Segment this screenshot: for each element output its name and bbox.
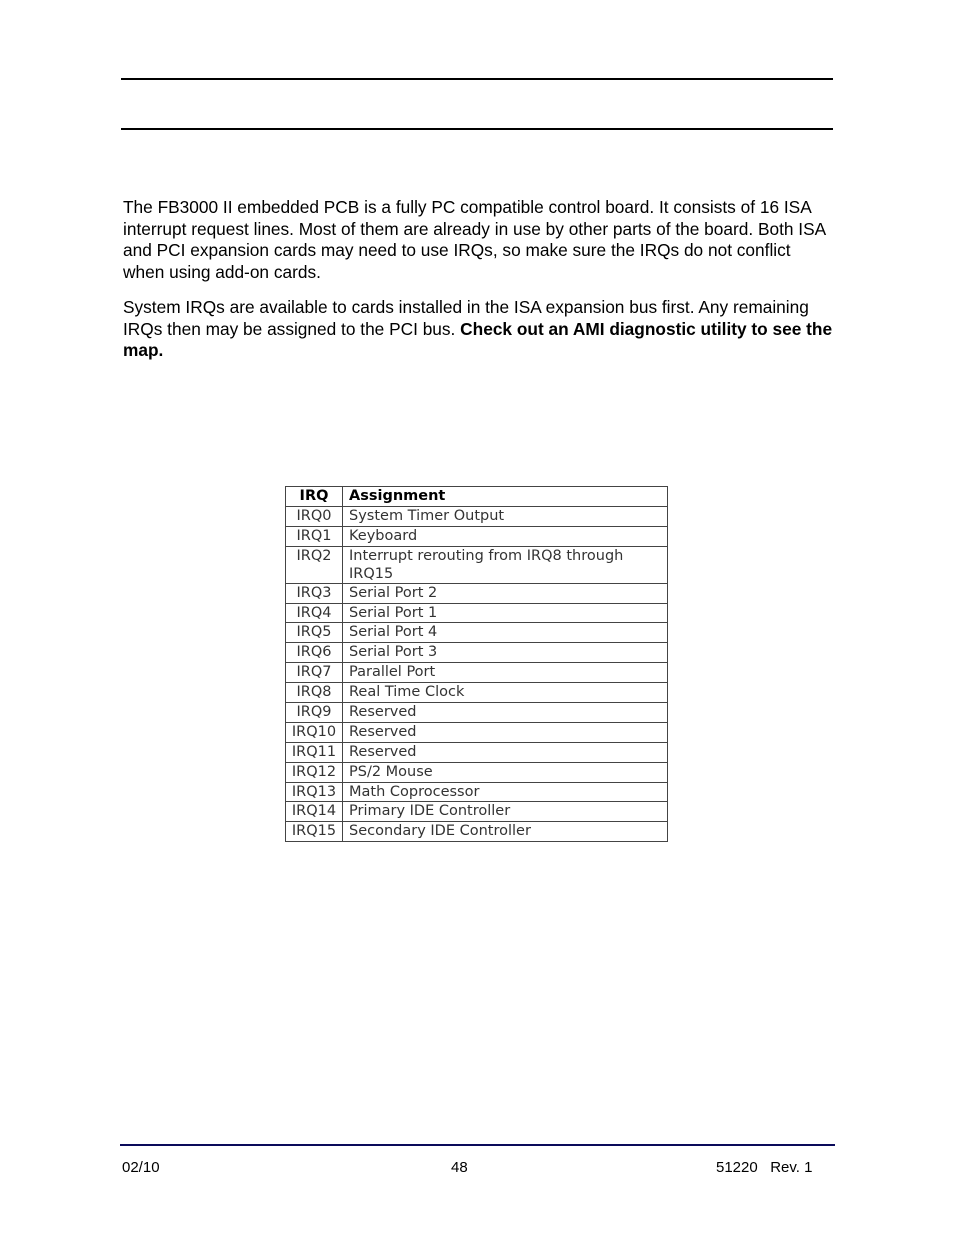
table-row [286,782,668,802]
footer-page-number: 48 [451,1159,468,1176]
table-row [286,722,668,742]
system-irq-text: System IRQs are available to cards installed in the ISA expansion bus first. Any remaining IRQs then may be assigned to the PCI bus. [123,297,809,339]
table-header-row [286,487,668,507]
assignment-cell: Serial Port 3 [343,643,668,663]
table-row [286,603,668,623]
irq-cell: IRQ7 [286,663,343,683]
table-row [286,623,668,643]
assignment-cell: Serial Port 2 [343,583,668,603]
irq-cell: IRQ8 [286,683,343,703]
table-row [286,742,668,762]
irq-cell: IRQ11 [286,742,343,762]
irq-cell: IRQ4 [286,603,343,623]
irq-cell: IRQ15 [286,822,343,842]
irq-column-header: IRQ [286,487,343,507]
table-row [286,526,668,546]
assignment-cell: Interrupt rerouting from IRQ8 through IRQ15 [343,546,668,583]
irq-cell: IRQ5 [286,623,343,643]
table-row [286,802,668,822]
table-row [286,663,668,683]
irq-cell: IRQ12 [286,762,343,782]
assignment-cell: Primary IDE Controller [343,802,668,822]
table-row [286,643,668,663]
system-irq-paragraph [123,297,833,362]
assignment-column-header: Assignment [343,487,668,507]
assignment-cell: Reserved [343,722,668,742]
irq-cell: IRQ2 [286,546,343,583]
header-rule-top [121,78,833,80]
table-row [286,822,668,842]
table-row [286,583,668,603]
irq-cell: IRQ14 [286,802,343,822]
assignment-cell: Keyboard [343,526,668,546]
assignment-cell: Serial Port 4 [343,623,668,643]
assignment-cell: Real Time Clock [343,683,668,703]
table-row [286,683,668,703]
irq-cell: IRQ0 [286,506,343,526]
footer-doc-id: 51220 Rev. 1 [716,1159,813,1176]
assignment-cell: Reserved [343,742,668,762]
header-rule-bottom [121,128,833,130]
ami-utility-note: Check out an AMI diagnostic utility to see the map. [123,318,833,360]
irq-cell: IRQ13 [286,782,343,802]
irq-cell: IRQ1 [286,526,343,546]
irq-cell: IRQ3 [286,583,343,603]
irq-cell: IRQ9 [286,703,343,723]
table-row [286,546,668,583]
footer-rule [120,1144,835,1146]
assignment-cell: PS/2 Mouse [343,762,668,782]
irq-cell: IRQ10 [286,722,343,742]
irq-assignment-table [285,486,668,842]
irq-cell: IRQ6 [286,643,343,663]
table-row [286,762,668,782]
assignment-cell: System Timer Output [343,506,668,526]
assignment-cell: Serial Port 1 [343,603,668,623]
intro-paragraph: The FB3000 II embedded PCB is a fully PC compatible control board. It consists of 16 ISA interrupt request lines. Most of them are already in use by other parts of the board. Both ISA and PCI expansion cards may need to use IRQs, so make sure the IRQs do not conflict when using add-on cards. [123,197,826,282]
table-row [286,703,668,723]
footer-date: 02/10 [122,1159,160,1176]
assignment-cell: Math Coprocessor [343,782,668,802]
assignment-cell: Parallel Port [343,663,668,683]
table-row [286,506,668,526]
assignment-cell: Reserved [343,703,668,723]
assignment-cell: Secondary IDE Controller [343,822,668,842]
irq-table-body [286,506,668,841]
